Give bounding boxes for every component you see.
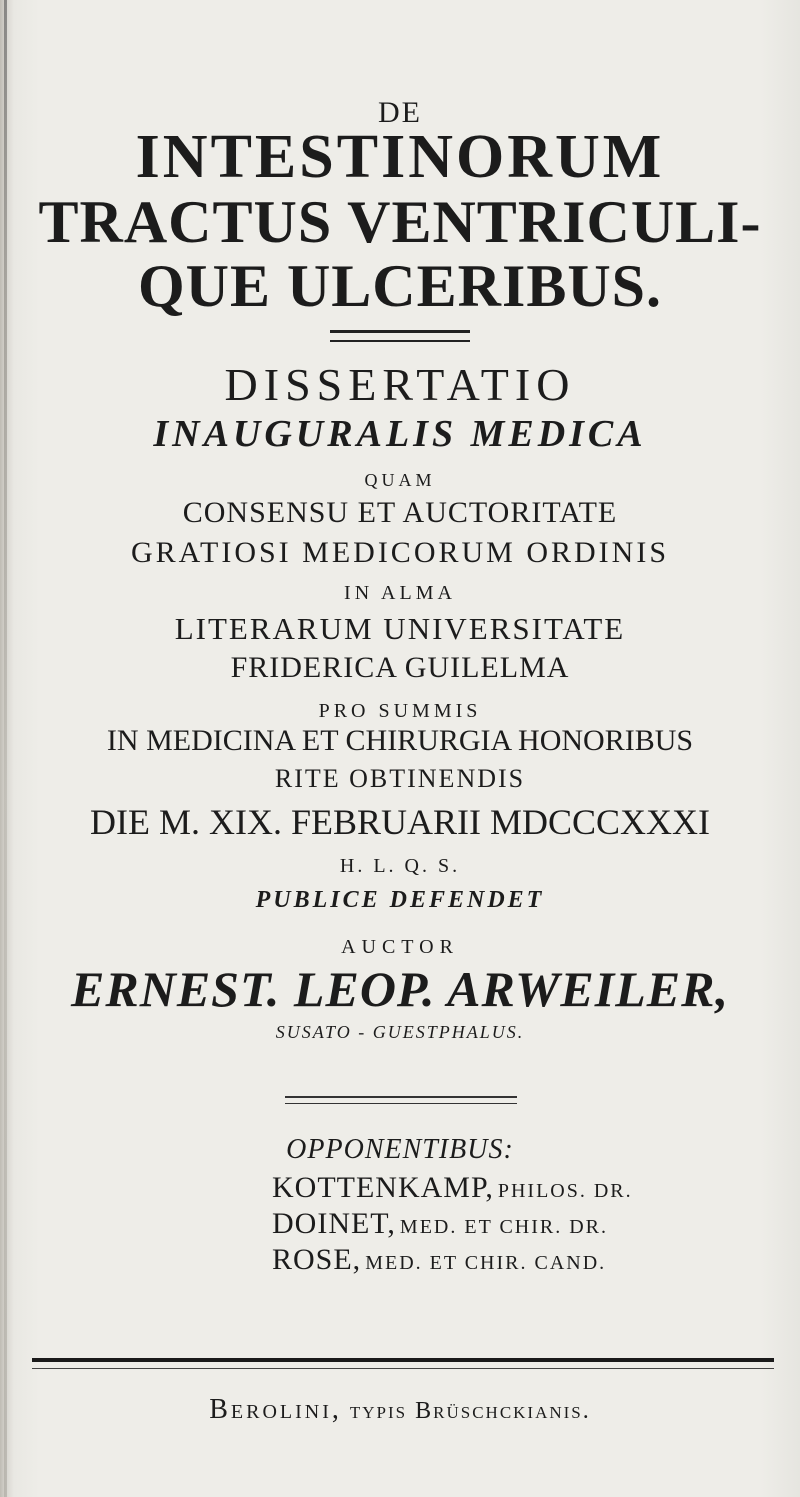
auctor-label: AUCTOR <box>341 936 459 958</box>
in-medicina-line: IN MEDICINA ET CHIRURGIA HONORIBUS <box>106 724 694 757</box>
hlqs-line: H. L. Q. S. <box>339 855 461 877</box>
opponent-row <box>272 1207 608 1241</box>
author-origin: SUSATO - GUESTPHALUS. <box>275 1022 525 1042</box>
ornamental-rule-top <box>330 330 470 342</box>
ornamental-rule-middle <box>285 1096 517 1104</box>
opponent-row <box>272 1171 633 1205</box>
opponents-heading: OPPONENTIBUS: <box>286 1134 514 1165</box>
main-title-line-2: TRACTUS VENTRICULI- <box>38 189 762 255</box>
opponent-title: PHILOS. DR. <box>497 1180 633 1202</box>
ornamental-rule-bottom <box>32 1358 774 1369</box>
dissertatio-heading: DISSERTATIO <box>224 359 576 410</box>
consensu-line: CONSENSU ET AUCTORITATE <box>182 496 618 529</box>
rite-line: RITE OBTINENDIS <box>274 764 526 793</box>
imprint-city: Berolini, <box>209 1394 342 1425</box>
pro-summis-line: PRO SUMMIS <box>318 700 482 722</box>
opponent-title: MED. ET CHIR. CAND. <box>365 1252 607 1274</box>
opponent-title: MED. ET CHIR. DR. <box>399 1216 609 1238</box>
imprint-line <box>0 1394 800 1426</box>
inauguralis-medica: INAUGURALIS MEDICA <box>153 413 647 455</box>
imprint-printer: typis Brüschckianis. <box>349 1398 591 1424</box>
author-name: ERNEST. LEOP. ARWEILER, <box>71 961 729 1017</box>
quam-line: QUAM <box>364 470 436 490</box>
defense-date: DIE M. XIX. FEBRUARII MDCCCXXXI <box>89 802 710 842</box>
main-title-line-3: QUE ULCERIBUS. <box>137 253 663 319</box>
opponent-name: ROSE, <box>272 1243 362 1276</box>
opponent-row <box>272 1243 606 1277</box>
university-name: FRIDERICA GUILELMA <box>230 651 570 684</box>
opponent-name: KOTTENKAMP, <box>272 1171 494 1204</box>
publice-defendet: PUBLICE DEFENDET <box>255 887 545 913</box>
in-alma-line: IN ALMA <box>344 582 456 604</box>
title-preposition: DE <box>378 96 422 129</box>
main-title-line-1: INTESTINORUM <box>135 123 665 191</box>
gratiosi-line: GRATIOSI MEDICORUM ORDINIS <box>130 536 670 569</box>
opponent-name: DOINET, <box>272 1207 396 1240</box>
literarum-line: LITERARUM UNIVERSITATE <box>174 611 626 646</box>
